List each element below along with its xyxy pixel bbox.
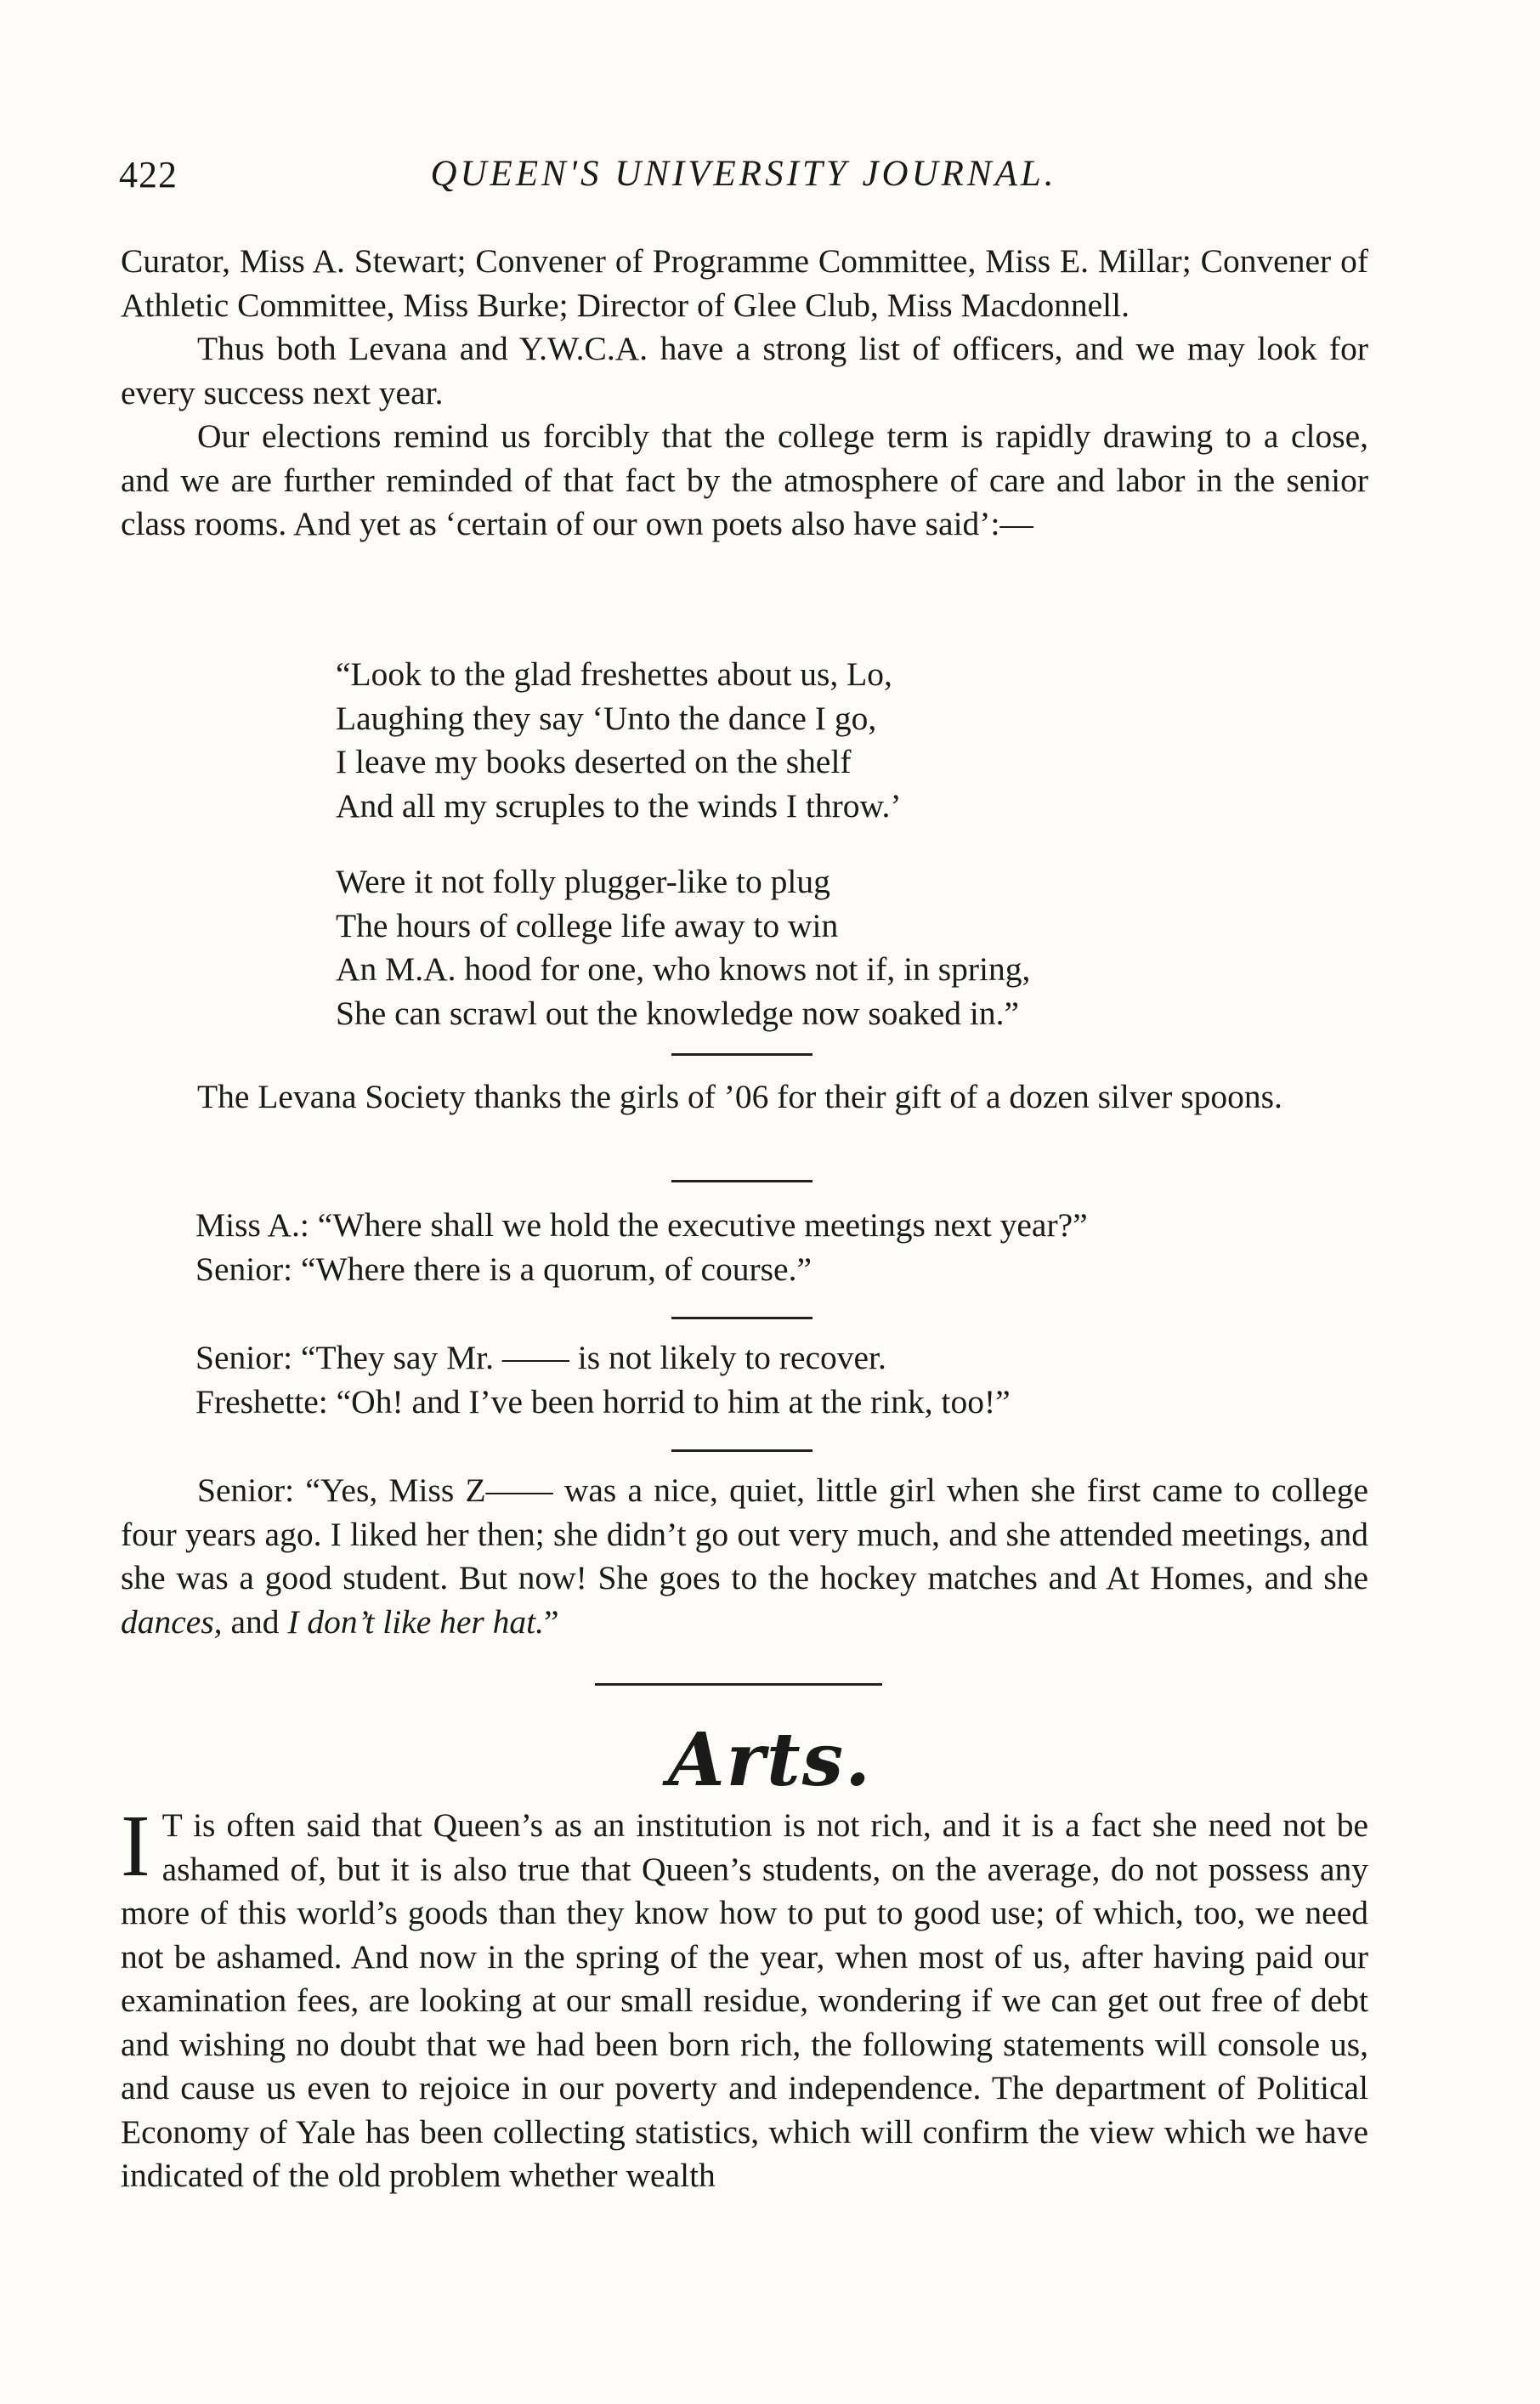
intro-paragraph-3: Our elections remind us forcibly that the college term is rapidly drawing to a close, and we are further reminded of that fact by the atmosphere of care and labor in the senior class rooms. And yet as ‘certain of our own poets also have said’:— (121, 417, 1368, 542)
poem-line: I leave my books deserted on the shelf (336, 743, 852, 780)
levana-note: The Levana Society thanks the girls of ’06 for their gift of a dozen silver spoons. (197, 1078, 1282, 1115)
senior-quote-italic-2: I don’t like her hat. (287, 1602, 545, 1641)
dialogue-line: Senior: “Where there is a quorum, of course.” (195, 1250, 812, 1288)
dialogue-line: Senior: “They say Mr. —— is not likely to recover. (195, 1339, 886, 1376)
senior-quote (121, 1469, 1368, 1644)
page-header (119, 153, 1368, 204)
drop-cap: I (121, 1797, 150, 1895)
poem-stanza-2 (336, 860, 1271, 1035)
divider-rule (671, 1449, 812, 1452)
section-separator-rule (595, 1683, 882, 1686)
page-number: 422 (119, 154, 178, 196)
senior-quote-italic-1: dances, (121, 1602, 223, 1641)
divider-rule (671, 1317, 812, 1319)
dialogue-line: Miss A.: “Where shall we hold the executive meetings next year?” (195, 1206, 1088, 1244)
intro-section (121, 240, 1368, 547)
poem-line: She can scrawl out the knowledge now soaked in.” (336, 994, 1020, 1032)
intro-paragraph-2: Thus both Levana and Y.W.C.A. have a strong list of officers, and we may look for every success next year. (121, 330, 1368, 411)
senior-quote-section (121, 1469, 1368, 1644)
senior-quote-mid: and (222, 1602, 288, 1641)
poem-line: Were it not folly plugger-like to plug (336, 863, 830, 900)
senior-quote-text: Senior: “Yes, Miss Z—— was a nice, quiet, little girl when she first came to college four years ago. I liked her then; she didn’t go out very much, and she attended meetings, and she was a good student. But now! She goes to the hockey matches and At Homes, and she (121, 1471, 1368, 1596)
dialogue-1 (195, 1204, 1368, 1291)
poem-stanza-1 (336, 653, 1271, 828)
poem-line: “Look to the glad freshettes about us, Lo, (336, 655, 892, 693)
arts-text: T is often said that Queen’s as an institution is not rich, and it is a fact she need not be ashamed of, but it is also true that Queen’s students, on the average, do not possess any more of this world’s goods than they know how to put to good use; of which, too, we need not be ashamed. And now in the spring of the year, when most of us, after having paid our examination fees, are looking at our small residue, wondering if we can get out free of debt and wishing no doubt that we had been born rich, the following statements will console us, and cause us even to rejoice in our poverty and independence. The department of Political Economy of Yale has been collecting statistics, which will confirm the view which we have indicated of the old problem whether wealth (121, 1806, 1368, 2194)
poem-line: Laughing they say ‘Unto the dance I go, (336, 699, 877, 737)
running-title: QUEEN'S UNIVERSITY JOURNAL. (430, 154, 1057, 194)
divider-rule (671, 1053, 812, 1056)
section-heading: Arts. (667, 1717, 873, 1803)
poem-line: And all my scruples to the winds I throw.’ (336, 786, 902, 825)
dialogue-2 (195, 1336, 1368, 1424)
senior-quote-end: ” (544, 1602, 559, 1641)
levana-note-section (121, 1075, 1368, 1120)
poem-line: An M.A. hood for one, who knows not if, in spring, (336, 950, 1031, 988)
arts-section (121, 1797, 1368, 2198)
poem-line: The hours of college life away to win (336, 906, 839, 944)
arts-paragraph (121, 1797, 1368, 2198)
divider-rule (671, 1180, 812, 1182)
dialogue-line: Freshette: “Oh! and I’ve been horrid to him at the rink, too!” (195, 1382, 1011, 1420)
intro-paragraph-1: Curator, Miss A. Stewart; Convener of Programme Committee, Miss E. Millar; Convener of Athletic Committee, Miss Burke; Director of Glee Club, Miss Macdonnell. (121, 242, 1368, 324)
